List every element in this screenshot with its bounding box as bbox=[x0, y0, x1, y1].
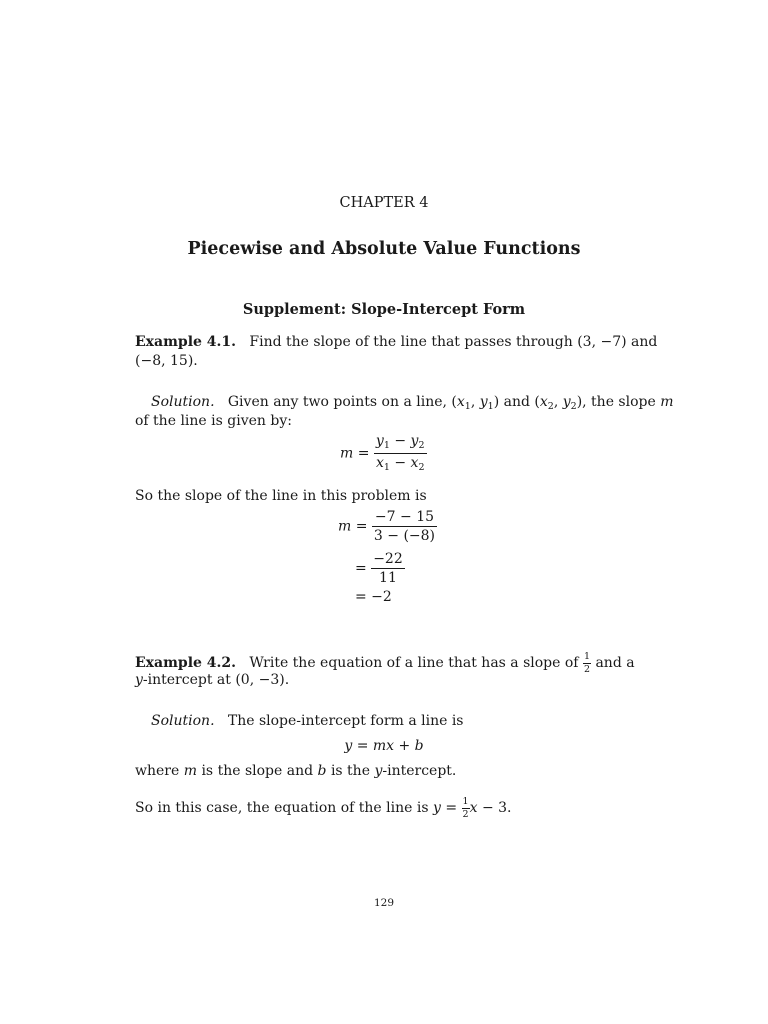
final-one-half bbox=[462, 797, 470, 819]
example-4-1-text: Find the slope of the line that passes through (3, −7) and bbox=[249, 334, 658, 350]
where-text-c: is the bbox=[330, 763, 370, 779]
page-number: 129 bbox=[373, 897, 395, 909]
chapter-title: Piecewise and Absolute Value Functions bbox=[187, 239, 581, 259]
slope-formula-lhs: m = bbox=[340, 445, 370, 462]
example-4-2-y: y bbox=[135, 672, 143, 688]
calc-step-2-fraction bbox=[371, 551, 405, 586]
solution-2-line1 bbox=[151, 713, 464, 729]
solution-2-label: Solution. bbox=[151, 713, 215, 729]
one-half-numerator: 1 bbox=[583, 651, 590, 662]
where-text-b: is the slope and bbox=[201, 763, 314, 779]
example-4-2-label: Example 4.2. bbox=[135, 655, 237, 671]
solution-1-label: Solution. bbox=[151, 394, 215, 410]
final-y: y bbox=[432, 800, 441, 816]
where-m: m bbox=[183, 763, 197, 779]
slope-formula-denominator: $x_1 - x_2$ bbox=[375, 454, 425, 473]
calc-step-1: m = $\frac{-7 - 15}{3 - (-8)}$ bbox=[338, 509, 436, 545]
final-half-numerator: 1 bbox=[462, 796, 469, 807]
where-line bbox=[135, 763, 456, 779]
final-line bbox=[135, 797, 512, 819]
one-half-denominator: 2 bbox=[583, 663, 590, 675]
where-text-d: -intercept. bbox=[382, 763, 457, 779]
final-equals: = bbox=[445, 800, 458, 816]
example-4-2-line2 bbox=[135, 672, 289, 688]
example-4-1-line2: (−8, 15). bbox=[135, 353, 198, 369]
solution-2-text: The slope-intercept form a line is bbox=[227, 713, 464, 729]
calc-step-2-numerator: −22 bbox=[371, 551, 405, 569]
slope-formula bbox=[340, 433, 427, 474]
calc-step-1-denominator: 3 − (−8) bbox=[373, 528, 436, 545]
so-slope-text: So the slope of the line in this problem is bbox=[135, 488, 427, 504]
where-y: y bbox=[374, 763, 383, 779]
example-4-1-line1 bbox=[135, 334, 657, 350]
example-4-2-line1 bbox=[135, 652, 635, 674]
example-4-2-text: Write the equation of a line that has a slope of bbox=[249, 655, 579, 671]
example-4-1-label: Example 4.1. bbox=[135, 334, 237, 350]
solution-1-m: m bbox=[660, 394, 674, 410]
slope-formula-numerator: $y_1 - y_2$ bbox=[374, 433, 427, 454]
calc-step-1-fraction bbox=[372, 509, 437, 544]
final-x: x bbox=[469, 800, 478, 816]
slope-formula-fraction bbox=[374, 433, 427, 474]
section-title: Supplement: Slope-Intercept Form bbox=[242, 301, 526, 318]
solution-1-line2: of the line is given by: bbox=[135, 413, 292, 429]
one-half-fraction bbox=[583, 652, 591, 674]
calc-step-2 bbox=[355, 551, 405, 586]
example-4-2-text-end: and a bbox=[595, 655, 635, 671]
solution-1-line1: Solution. Given any two points on a line, ($x_1$, $y_1$) and ($x_2$, $y_2$), the slope m bbox=[151, 394, 674, 412]
calc-step-2-denominator: 11 bbox=[379, 570, 397, 587]
example-4-2-text-b: -intercept at (0, −3). bbox=[142, 672, 290, 688]
slope-intercept-equation: y = mx + b bbox=[344, 738, 424, 754]
final-text: So in this case, the equation of the line is bbox=[135, 800, 429, 816]
calc-step-3: = −2 bbox=[355, 589, 392, 605]
where-text-a: where bbox=[135, 763, 180, 779]
calc-step-2-lhs: = bbox=[355, 560, 367, 577]
solution-1-text-a: Given any two points on a line, ( bbox=[227, 394, 457, 410]
final-end: − 3. bbox=[481, 800, 512, 816]
solution-1-text-and: ) and ( bbox=[493, 394, 540, 410]
calc-step-1-numerator: −7 − 15 bbox=[372, 509, 437, 527]
where-b: b bbox=[317, 763, 327, 779]
final-half-denominator: 2 bbox=[462, 808, 469, 820]
solution-1-text-end: ), the slope bbox=[576, 394, 656, 410]
chapter-label: CHAPTER 4 bbox=[339, 195, 429, 211]
